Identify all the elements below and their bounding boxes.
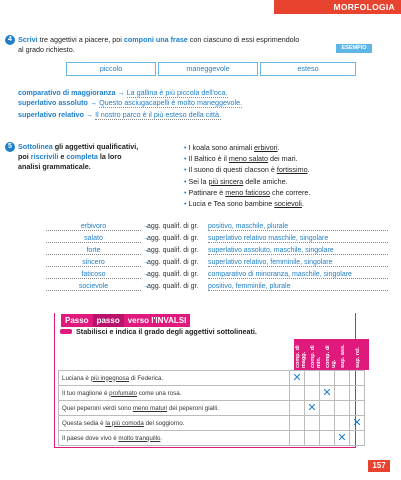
arrow-icon: → <box>89 98 98 107</box>
answer-word: socievole <box>46 283 141 291</box>
exercise-number-4: 4 <box>5 35 15 45</box>
arrow-icon: → <box>142 235 149 242</box>
checkbox-cell[interactable] <box>290 401 305 416</box>
arrow-icon: → <box>142 259 149 266</box>
instruction-text: gli aggettivi qualificativi, <box>52 142 139 151</box>
instruction-keyword: componi una frase <box>123 35 188 44</box>
cross-mark-icon: ✕ <box>292 371 302 384</box>
instruction-text: al grado richiesto. <box>18 45 75 54</box>
answer-row <box>46 271 391 283</box>
checkbox-cell[interactable] <box>350 416 365 431</box>
sentence-cell: Quei peperoni verdi sono meno maturi dei peperoni gialli. <box>59 401 290 416</box>
underlined-adjective: meno faticoso <box>225 187 271 197</box>
underlined-adjective: più ingegnosa <box>90 374 130 382</box>
tab-invalsi: verso l'INVALSI <box>124 314 191 327</box>
answer-fixed-text: agg. qualif. di gr. <box>147 271 199 278</box>
sentence-cell: Questa sedia è la più comoda del soggiorno. <box>59 416 290 431</box>
table-column-headers <box>294 339 369 370</box>
checkbox-cell[interactable] <box>350 386 365 401</box>
answer-word: faticoso <box>46 271 141 279</box>
column-header: comp. di magg. <box>294 339 309 370</box>
example-badge: ESEMPIO <box>336 44 372 53</box>
exercise-4-instruction <box>18 35 358 55</box>
list-item: • Pattinare è meno faticoso che correre. <box>184 187 311 197</box>
list-item: • Lucia e Tea sono bambine socievoli. <box>184 199 304 209</box>
answer-word: erbivoro <box>46 223 141 231</box>
sentence-cell: Luciana è più ingegnosa di Federica. <box>59 371 290 386</box>
answer-description: positivo, maschile, plurale <box>208 223 388 231</box>
adjective-box: piccolo <box>66 62 156 76</box>
answer-row <box>46 235 391 247</box>
pencil-icon <box>60 329 72 334</box>
arrow-icon: → <box>117 88 125 97</box>
instruction-keyword: Sottolinea <box>18 142 53 151</box>
checkbox-cell[interactable] <box>290 371 305 386</box>
degree-label: superlativo assoluto <box>18 98 88 107</box>
underlined-adjective: molto tranquillo <box>118 434 161 442</box>
answer-row <box>46 283 391 295</box>
checkbox-cell[interactable] <box>335 416 350 431</box>
degree-row <box>18 98 358 109</box>
answer-word: salato <box>46 235 141 243</box>
degree-example: Questo asciugacapelli è molto maneggevole. <box>99 98 243 107</box>
checkbox-cell[interactable] <box>350 401 365 416</box>
table-row <box>59 386 365 401</box>
answer-row <box>46 247 391 259</box>
underlined-adjective: socievoli <box>274 199 302 209</box>
cross-mark-icon: ✕ <box>337 431 347 444</box>
underlined-adjective: profumato <box>109 389 137 397</box>
underlined-adjective: fortissimo <box>276 165 308 175</box>
answer-description: superlativo assoluto, maschile, singolare <box>208 247 388 255</box>
sentence-cell: Il tuo maglione è profumato come una rosa. <box>59 386 290 401</box>
arrow-icon: → <box>142 271 149 278</box>
instruction-keyword: riscrivili <box>30 152 59 161</box>
underlined-adjective: erbivori <box>254 143 278 152</box>
degree-example: Il nostro parco è il più esteso della città. <box>95 110 221 119</box>
checkbox-cell[interactable] <box>305 401 320 416</box>
checkbox-cell[interactable] <box>335 401 350 416</box>
checkbox-cell[interactable] <box>320 431 335 446</box>
invalsi-tabs <box>61 314 190 327</box>
underlined-adjective: meno maturi <box>132 404 168 412</box>
page-number: 157 <box>368 460 390 472</box>
arrow-icon: → <box>142 283 149 290</box>
table-row <box>59 416 365 431</box>
list-item: • Il suono di questi clacson è fortissimo. <box>184 165 310 175</box>
answer-fixed-text: agg. qualif. di gr. <box>147 247 199 254</box>
degree-label: comparativo di maggioranza <box>18 88 116 97</box>
instruction-text: con ciascuno di essi esprimendolo <box>187 35 300 44</box>
checkbox-cell[interactable] <box>290 386 305 401</box>
invalsi-table <box>58 370 365 446</box>
degree-example: La gallina è più piccola dell'oca. <box>126 88 228 97</box>
checkbox-cell[interactable] <box>320 386 335 401</box>
checkbox-cell[interactable] <box>335 431 350 446</box>
checkbox-cell[interactable] <box>305 386 320 401</box>
cross-mark-icon: ✕ <box>307 401 317 414</box>
column-header: sup. ass. <box>339 339 354 370</box>
checkbox-cell[interactable] <box>305 371 320 386</box>
answer-description: comparativo di minoranza, maschile, singolare <box>208 271 388 279</box>
instruction-text: e <box>58 152 67 161</box>
table-row <box>59 401 365 416</box>
tab-passo-2: passo <box>93 314 124 327</box>
underlined-adjective: più sincera <box>208 176 244 186</box>
column-header: comp. di min. <box>309 339 324 370</box>
instruction-text: tre aggettivi a piacere, poi <box>37 35 124 44</box>
answer-fixed-text: agg. qualif. di gr. <box>147 283 199 290</box>
instruction-text: analisi grammaticale. <box>18 162 91 171</box>
checkbox-cell[interactable] <box>290 431 305 446</box>
answer-word: sincero <box>46 259 141 267</box>
instruction-keyword: completa <box>66 152 98 161</box>
cross-mark-icon: ✕ <box>322 386 332 399</box>
arrow-icon: → <box>142 247 149 254</box>
checkbox-cell[interactable] <box>320 371 335 386</box>
answer-description: superlativo relativo, femminile, singolare <box>208 259 388 267</box>
adjective-box: maneggevole <box>158 62 258 76</box>
checkbox-cell[interactable] <box>320 401 335 416</box>
checkbox-cell[interactable] <box>335 371 350 386</box>
checkbox-cell[interactable] <box>290 416 305 431</box>
list-item: • Il Baltico è il meno salato dei mari. <box>184 154 298 164</box>
answer-row <box>46 259 391 271</box>
answer-row <box>46 223 391 235</box>
degree-row <box>18 110 358 121</box>
checkbox-cell[interactable] <box>305 431 320 446</box>
degree-label: superlativo relativo <box>18 110 84 119</box>
underlined-adjective: la più comoda <box>105 419 144 427</box>
section-header: MORFOLOGIA <box>274 0 401 14</box>
sentence-list <box>184 142 384 209</box>
column-header: sup. rel. <box>354 339 369 370</box>
list-item: • I koala sono animali erbivori. <box>184 143 280 152</box>
instruction-keyword: Scrivi <box>18 35 38 44</box>
arrow-icon: → <box>85 110 94 119</box>
exercise-number-5: 5 <box>5 142 15 152</box>
table-row <box>59 371 365 386</box>
arrow-icon: → <box>142 223 149 230</box>
cross-mark-icon: ✕ <box>352 416 362 429</box>
list-item: • Sei la più sincera delle amiche. <box>184 176 288 186</box>
checkbox-cell[interactable] <box>305 416 320 431</box>
adjective-box: esteso <box>260 62 356 76</box>
answer-description: positivo, femminile, plurale <box>208 283 388 291</box>
tab-passo-1: Passo <box>61 314 93 327</box>
instruction-text: poi <box>18 152 31 161</box>
underlined-adjective: meno salato <box>228 154 269 164</box>
instruction-text: la loro <box>97 152 122 161</box>
answer-description: superlativo relativo maschile, singolare <box>208 235 388 243</box>
answer-fixed-text: agg. qualif. di gr. <box>147 259 199 266</box>
table-row <box>59 431 365 446</box>
checkbox-cell[interactable] <box>335 386 350 401</box>
exercise-5-instruction <box>18 142 168 172</box>
checkbox-cell[interactable] <box>320 416 335 431</box>
answer-word: forte <box>46 247 141 255</box>
answer-fixed-text: agg. qualif. di gr. <box>147 223 199 230</box>
invalsi-instruction: Stabilisci e indica il grado degli aggettivi sottolineati. <box>76 327 257 336</box>
checkbox-cell[interactable] <box>350 431 365 446</box>
sentence-cell: Il paese dove vivo è molto tranquillo. <box>59 431 290 446</box>
checkbox-cell[interactable] <box>350 371 365 386</box>
answer-fixed-text: agg. qualif. di gr. <box>147 235 199 242</box>
column-header: comp. di ug. <box>324 339 339 370</box>
